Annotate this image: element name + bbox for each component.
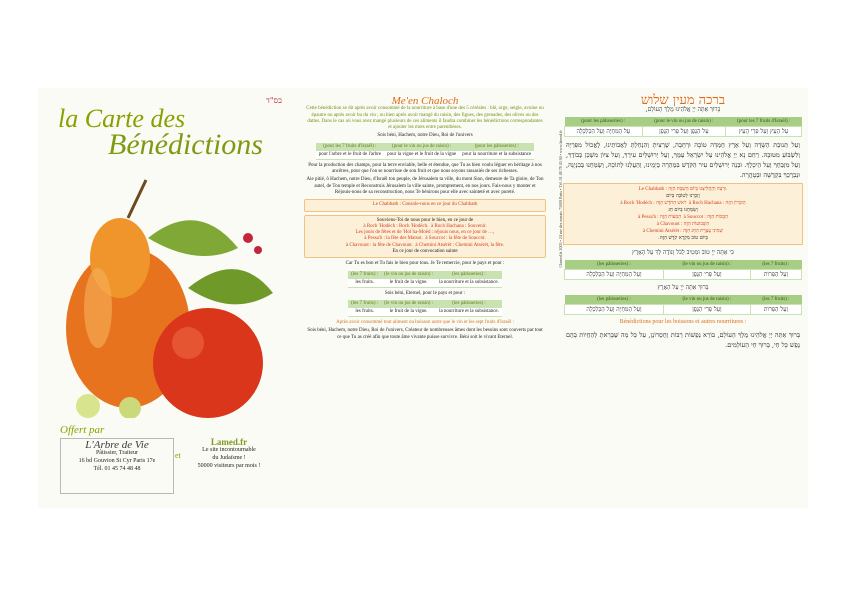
et-label: et [175, 451, 181, 460]
t3-b1: le fruit de la vigne. [381, 308, 436, 317]
convocation-line: En ce jour de convocation sainte [392, 249, 458, 255]
r-fetes: וְשַׂמְּחֵנוּ בְּיוֹם חַג [668, 207, 698, 213]
souviens-line: Souviens-Toi de nous pour le bien, en ce jour de [376, 217, 474, 223]
t1-b0: pour l'arbre et le fruit de l'arbre [316, 151, 384, 160]
rt3-b2: וְעַל הַמִּחְיָה וְעַל הַכַּלְכָּלָה [565, 305, 664, 315]
rt3-h0: (les 7 fruits) : [750, 295, 801, 305]
title-line1: la Carte des [58, 104, 186, 133]
paragraph-2: Aie pitié, ô Hachem, notre Dieu, d'Israël ton peuple, de Jérusalem ta ville, du mont Sion, demeure de Ta gloire, de Ton autel, de Ton temple et Reconstruis Jérusalem la ville sainte, promptement, en nos jours. Fais-nous y monter et Réjouis-nous de sa reconstruction, nous Te bénirons pour elle avec sainteté et avec pureté. [306, 177, 544, 195]
rt1-b0: עַל הָעֵץ וְעַל פְּרִי הָעֵץ [726, 127, 802, 137]
r-roch-hodech: à Roch 'Hodèch : רֹאשׁ הַחֹדֶשׁ הַזֶּה [620, 201, 687, 206]
t1-h2: (pour les pâtisseries) : [459, 143, 534, 151]
pear-highlight [84, 268, 112, 348]
fruit-illustration [58, 178, 293, 418]
right-table-1 [564, 117, 802, 137]
berry-shape-2 [254, 246, 262, 254]
r-souccot: à Souccot : הַסֻּכּוֹת הַזֶּה [683, 215, 728, 220]
sponsor2-line3: 50000 visiteurs par mois ! [197, 463, 261, 469]
sponsor1-line2: 16 bd Gouvion St Cyr Paris 17e [78, 458, 156, 464]
chabbath-line: Le Chabbath : Console-nous en ce jour du Chabbath [372, 202, 478, 208]
paragraph-1: Pour la production des champs, pour la terre enviable, belle et étendue, que Tu as bien voulu léguer en héritage à nos ancêtres, pour que l'on se nourrisse de son fruit et que nous soyons rassasiés de ses richesses. [308, 162, 542, 175]
chabbath-box [304, 199, 546, 211]
t3-b0: les fruits. [348, 308, 381, 317]
pessah-line: à Pessa'h : la fête des Matsot. [364, 236, 423, 242]
middle-panel [300, 88, 550, 508]
leaf-shape-2 [188, 269, 273, 304]
grape-shape [76, 394, 100, 418]
sponsor2-line1: Le site incontournable [202, 447, 256, 453]
t2-b1: le fruit de la vigne. [381, 279, 436, 288]
r-mikra: בְּיוֹם טוֹב מִקְרָא קֹדֶשׁ הַזֶּה. [658, 235, 708, 241]
t2-h0: (les 7 fruits) : [348, 271, 381, 279]
copyright-vertical: ©lamed.fr 2005 • 24 rue des marais 75009 Paris • Tél. 01 48 78 45 94 • www.lamed.fr [558, 130, 563, 268]
right-table-3 [564, 295, 802, 315]
t1-b2: pour la nourriture et la subsistance [459, 151, 534, 160]
right-table-2 [564, 260, 802, 280]
r-ki-ata: כִּי אַתָּה יְיָ טוֹב וּמֵטִיב לַכֹּל וְנוֹדֶה לְּךָ עַל הָאָרֶץ [632, 249, 734, 256]
roch-hodech: à Roch 'Hodèch : Roch 'Hodèch. [363, 223, 429, 229]
leaf-shape [148, 220, 238, 256]
r-roch-hachana: à Roch Hachana : הַזִּכָּרוֹן הַזֶּה [688, 201, 746, 206]
sois-beni-2: Sois béni, Eternel, pour le pays et pour : [384, 290, 466, 296]
t2-b2: la nourriture et la subsistance. [436, 279, 502, 288]
offert-label: Offert par [60, 424, 105, 436]
sponsor1-line3: Tél. 01 45 74 48 48 [93, 466, 141, 472]
tomato-shape [153, 308, 263, 418]
table-1 [316, 143, 535, 160]
sponsor-lamed [188, 438, 270, 492]
title-line2: Bénédictions [108, 128, 263, 161]
t3-h2: (les pâtisseries) : [436, 300, 502, 308]
table-2 [348, 271, 502, 288]
t1-h0: (pour les 7 fruits d'Israël) : [316, 143, 384, 151]
right-panel [558, 88, 808, 508]
bsd-mark: בס"ד [266, 96, 282, 105]
right-festivals-box [563, 183, 803, 245]
sois-beni: Sois béni, Hachem, notre Dieu, Roi de l'univers [377, 133, 473, 139]
middle-title: Me'en Chaloch [391, 95, 459, 107]
hebrew-opening: בָּרוּךְ אַתָּה יְיָ אֱלֹהֵינוּ מֶלֶךְ הָעוֹלָם, [645, 106, 721, 113]
fetes-line: Les jours de fêtes et de 'Hol ha-Moëd : réjouis nous, en ce jour de …, [355, 230, 495, 236]
car-tu-line: Car Tu es bon et Tu fais le bien pour tous. Je Te remercie, pour le pays et pour : [345, 261, 505, 267]
rt1-h1: (pour le vin ou jus de raisin) : [642, 117, 726, 127]
berry-shape [243, 233, 253, 243]
rt2-b0: וְעַל הַפֵּרוֹת [750, 270, 801, 280]
rt3-b0: וְעַל הַפֵּרוֹת [750, 305, 801, 315]
pear-stem [128, 180, 146, 218]
r-pessah: à Pessa'h : הַמַּצּוֹת הַזֶּה [638, 215, 682, 220]
roch-hachana: à Roch Hachana : Souvenir. [430, 223, 487, 229]
sponsor-arbre-de-vie [60, 438, 174, 494]
grape-shape-2 [119, 397, 141, 418]
rt3-h1: (le vin ou jus de raisin) : [663, 295, 750, 305]
r-autres: Bénédictions pour les boissons et autres nourritures : [619, 319, 747, 325]
t1-h1: (pour le vin ou jus de raisin) : [384, 143, 459, 151]
r-chavouot: à Chavouot : הַשָּׁבוּעוֹת הַזֶּה [656, 222, 710, 227]
sponsor1-name: L'Arbre de Vie [85, 439, 149, 451]
t1-b1: pour la vigne et le fruit de la vigne [384, 151, 459, 160]
hebrew-body: וְעַל תְּנוּבַת הַשָּׂדֶה וְעַל אֶרֶץ חֶמְדָּה טוֹבָה וּרְחָבָה, שֶׁרָצִיתָ וְהִנְחַלְתָּ לַאֲבוֹתֵינוּ, לֶאֱכוֹל מִפִּרְיָהּ וְלִשְׂבּוֹעַ מִטּוּבָהּ. רַחֵם נָא יְיָ אֱלֹהֵינוּ עַל יִשְׂרָאֵל עַמֶּךָ, וְעַל יְרוּשָׁלַיִם עִירֶךָ, וְעַל צִיּוֹן מִשְׁכַּן כְּבוֹדֶךָ, וְעַל מִזְבְּחֶךָ וְעַל הֵיכָלֶךָ. וּבְנֵה יְרוּשָׁלַיִם עִיר הַקֹּדֶשׁ בִּמְהֵרָה בְיָמֵינוּ, וְהַעֲלֵנוּ לְתוֹכָהּ, וְשַׂמְּחֵנוּ בְּבִנְיָנָהּ, וּנְבָרֶכְךָ בִּקְדֻשָּׁה וּבְטָהֳרָה. [566, 141, 800, 179]
festivals-box [304, 215, 546, 259]
r-zochrenu: וְזָכְרֵנוּ לְטוֹבָה בְּיוֹם [666, 193, 700, 199]
rt1-b2: עַל הַמִּחְיָה וְעַל הַכַּלְכָּלָה [565, 127, 643, 137]
chavouot-line: à Chavouot : la fête de Chavouot. [345, 242, 413, 248]
souccot-line: à Souccot : la fête de Souccot. [425, 236, 486, 242]
t3-h1: (le vin ou jus de raisin) : [381, 300, 436, 308]
rt3-b1: וְעַל פְּרִי הַגֶּפֶן [663, 305, 750, 315]
t3-h0: (les 7 fruits) : [348, 300, 381, 308]
rt1-b1: עַל הַגֶּפֶן וְעַל פְּרִי הַגֶּפֶן [642, 127, 726, 137]
rt1-h2: (pour les pâtisseries) : [565, 117, 643, 127]
t2-b0: les fruits. [348, 279, 381, 288]
rt2-b1: וְעַל פְּרִי הַגֶּפֶן [663, 270, 750, 280]
r-final: בָּרוּךְ אַתָּה יְיָ אֱלֹהֵינוּ מֶלֶךְ הָעוֹלָם, בּוֹרֵא נְפָשׁוֹת רַבּוֹת וְחֶסְרוֹנָן, עַל כָּל מַה שֶּׁבָּרָאתָ לְהַחֲיוֹת בָּהֶם נֶפֶשׁ כָּל חָי, בָּרוּךְ חַי הָעוֹלָמִים. [566, 331, 800, 349]
rt3-h2: (les pâtisseries) : [565, 295, 664, 305]
final-blessing-fr: Sois béni, Hachem, notre Dieu, Roi de l'univers, Créateur de nombreuses âmes dont les besoins sont couverts par tout ce que Tu as créé afin que toute âme vivante puisse survivre. Béni soit le vivant Eternel. [307, 328, 543, 340]
rt2-h0: (les 7 fruits) : [750, 260, 801, 270]
table-3 [348, 300, 502, 317]
hebrew-title: ברכה מעין שלוש [640, 93, 726, 108]
r-baruch: בָּרוּךְ אַתָּה יְיָ עַל הָאָרֶץ [657, 284, 709, 291]
rt2-h2: (les pâtisseries) : [565, 260, 664, 270]
t3-b2: la nourriture et la subsistance. [436, 308, 502, 317]
left-panel [38, 88, 298, 508]
sponsor2-name: Lamed.fr [210, 437, 248, 447]
middle-intro: Cette bénédiction se dit après avoir consommé de la nourriture à base d'une des 5 céréales : blé, orge, seigle, avoine ou épautre ou après avoir bu du vin ; ou bien après avoir mangé du raisin, des figues, des grenades, des olives ou des dattes. Dans le cas où vous avez mangé plusieurs de ces aliments il faudra combiner les bénédictions correspondantes et ajouter les mots entre parenthèses. [306, 106, 544, 131]
sponsor1-line1: Pâtissier, Traiteur [95, 450, 139, 456]
r-chabbath: Le Chabbath : וּרְצֵה וְהַחֲלִיצֵנוּ בְּיוֹם הַשַּׁבָּת הַזֶּה. [638, 187, 728, 192]
rt1-h0: (pour les 7 fruits d'Israël) : [726, 117, 802, 127]
chemini-line: à Chemini Atsérèt : Chemini Atsérèt, la fête. [415, 242, 505, 248]
t2-h2: (les pâtisseries) : [436, 271, 502, 279]
rt2-h1: (le vin ou jus de raisin) : [663, 260, 750, 270]
sponsor2-line2: du Judaïsme ! [212, 455, 246, 461]
benedictions-card [38, 88, 808, 508]
tomato-highlight [172, 327, 204, 359]
t2-h1: (le vin ou jus de raisin) : [381, 271, 436, 279]
apres-line: Après avoir consommé tout aliment ou boisson autre que le vin et les sept fruits d'Israël : [336, 319, 514, 325]
rt2-b2: וְעַל הַמִּחְיָה וְעַל הַכַּלְכָּלָה [565, 270, 664, 280]
r-chemini: à Chemini Atsérèt : שְׁמִינִי עֲצֶרֶת הַחַג הַזֶּה [642, 229, 724, 234]
